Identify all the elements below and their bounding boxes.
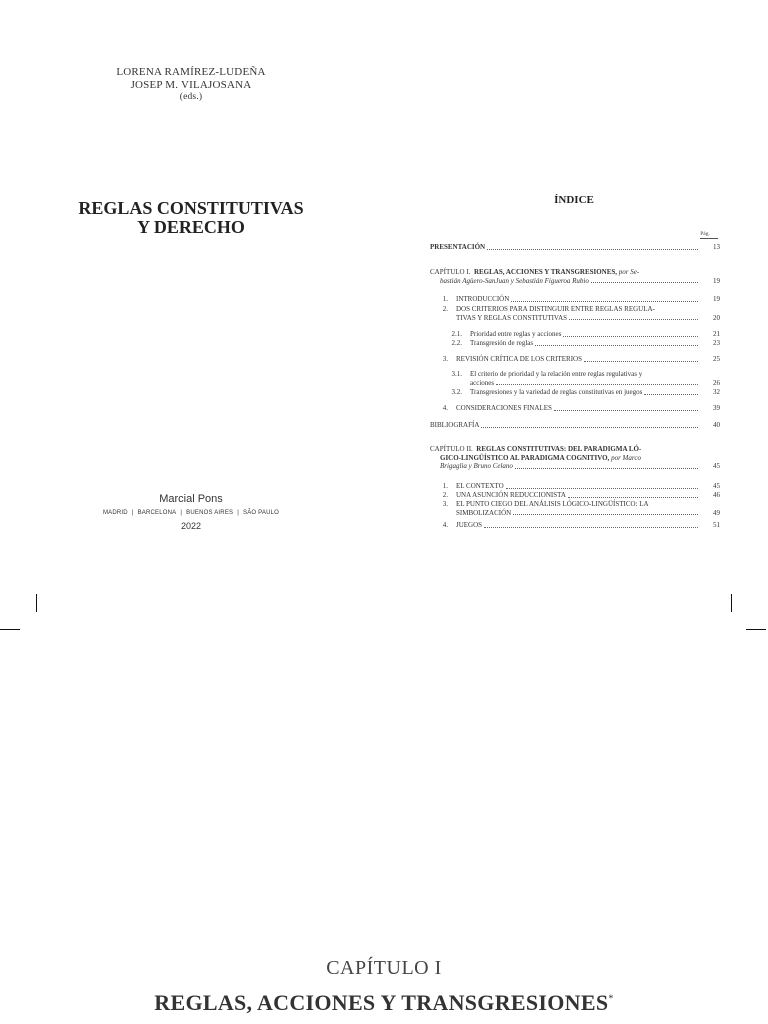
toc-label: CONSIDERACIONES FINALES [456, 404, 552, 412]
toc-label: El criterio de prioridad y la relación entre reglas regulativas y [470, 370, 643, 378]
toc-entry-section[interactable] [430, 295, 720, 304]
toc-label: Prioridad entre reglas y acciones [470, 330, 562, 338]
toc-page: 19 [713, 276, 720, 285]
chapter-heading [0, 990, 768, 1016]
toc-page: 45 [713, 482, 720, 490]
editor-name: LORENA RAMÍREZ-LUDEÑA [116, 66, 266, 78]
toc-entry-subsection[interactable] [430, 339, 720, 348]
leader-dots [554, 410, 698, 411]
toc-entry-subsection[interactable] [430, 330, 720, 339]
toc-entry-section[interactable] [430, 500, 720, 517]
editors-block [60, 66, 322, 104]
city-separator: | [131, 510, 134, 516]
toc-entry-section[interactable] [430, 521, 720, 530]
leader-dots [535, 345, 698, 346]
book-title-line: Y DERECHO [137, 217, 245, 237]
toc-label: UNA ASUNCIÓN REDUCCIONISTA [456, 491, 566, 499]
editor-name: JOSEP M. VILAJOSANA [130, 78, 252, 91]
toc-entry-presentacion[interactable] [430, 243, 720, 252]
leader-dots [481, 427, 698, 428]
crop-mark [731, 594, 732, 612]
toc-page: 21 [713, 330, 720, 338]
toc-page: 51 [713, 521, 720, 529]
toc-number: 2. [442, 491, 448, 499]
toc-entry-section[interactable] [430, 482, 720, 491]
crop-mark [36, 594, 37, 612]
por-label: por [618, 268, 629, 276]
page-column-header: Pág. [700, 231, 710, 237]
chapter-prefix: CAPÍTULO II. [430, 445, 473, 453]
city: SÃO PAULO [243, 510, 280, 516]
publisher-name: Marcial Pons [159, 493, 223, 505]
chapter-2-heading-line [430, 445, 698, 454]
toc-line-1 [444, 370, 698, 379]
toc-number: 3. [442, 355, 448, 363]
leader-dots [591, 282, 698, 283]
chapter-title: GICO-LINGÜÍSTICO AL PARADIGMA COGNITIVO, [440, 453, 610, 462]
toc-entry-section[interactable] [430, 305, 720, 322]
toc-number: 2. [442, 305, 448, 313]
toc-label: EL PUNTO CIEGO DEL ANÁLISIS LÓGICO-LINGÜÍSTICO: LA [456, 500, 649, 508]
toc-entry-subsection[interactable] [430, 388, 720, 397]
toc-page: 13 [713, 243, 720, 251]
chapter-authors: bastián Agüero-SanJuan y Sebastián Figueroa Rubio [440, 276, 589, 285]
publication-year: 2022 [180, 521, 202, 531]
toc-label: REVISIÓN CRÍTICA DE LOS CRITERIOS [456, 355, 583, 363]
toc-label: DOS CRITERIOS PARA DISTINGUIR ENTRE REGLAS REGULA- [456, 305, 655, 313]
chapter-1-heading-line [430, 268, 698, 277]
chapter-authors: Marco [622, 453, 641, 462]
toc-entry-section[interactable] [430, 355, 720, 364]
toc-entry-chapter-2[interactable] [430, 445, 720, 471]
leader-dots [569, 319, 698, 320]
toc-label: PRESENTACIÓN [430, 243, 486, 251]
leader-dots [484, 527, 698, 528]
toc-entry-subsection[interactable] [430, 370, 720, 387]
toc-page: 20 [713, 313, 720, 322]
chapter-prefix: CAPÍTULO I. [430, 268, 471, 276]
index-title: ÍNDICE [554, 194, 594, 206]
toc-page: 26 [713, 378, 720, 387]
city: MADRID [102, 510, 128, 516]
crop-mark [0, 629, 20, 630]
city-separator: | [237, 510, 240, 516]
leader-dots [506, 488, 698, 489]
toc-entry-bibliografia[interactable] [430, 421, 720, 430]
toc-label: INTRODUCCIÓN [456, 295, 510, 303]
toc-label: BIBLIOGRAFÍA [430, 421, 480, 429]
leader-dots [568, 497, 698, 498]
chapter-2-heading-line [430, 454, 698, 463]
leader-dots [584, 361, 698, 362]
leader-dots [487, 249, 698, 250]
book-title-line: REGLAS CONSTITUTIVAS [78, 198, 304, 218]
leader-dots [496, 384, 698, 385]
toc-entry-section[interactable] [430, 491, 720, 500]
toc-entry-section[interactable] [430, 404, 720, 413]
toc-number: 3.1. [451, 370, 462, 378]
toc-number: 2.1. [451, 330, 462, 338]
eds-label: (eds.) [179, 92, 203, 102]
publisher-cities [40, 510, 342, 516]
city: BARCELONA [137, 510, 177, 516]
footnote-mark: * [608, 993, 614, 1005]
toc-label: TIVAS Y REGLAS CONSTITUTIVAS [456, 313, 568, 322]
crop-mark [746, 629, 766, 630]
toc-number: 3. [442, 500, 448, 508]
toc-label: Transgresiones y la variedad de reglas constitutivas en juegos [470, 388, 643, 396]
toc-page: 23 [713, 339, 720, 347]
toc-label: SIMBOLIZACIÓN [456, 508, 512, 517]
toc-number: 1. [442, 295, 448, 303]
toc-label: JUEGOS [456, 521, 483, 529]
toc-page: 46 [713, 491, 720, 499]
toc-label: Transgresión de reglas [470, 339, 534, 347]
toc-entry-chapter-1[interactable] [430, 268, 720, 285]
leader-dots [563, 336, 698, 337]
leader-dots [511, 301, 698, 302]
toc-page: 45 [713, 462, 720, 470]
toc-line-1 [430, 305, 698, 314]
book-title [40, 199, 342, 237]
chapter-label: CAPÍTULO I [326, 957, 442, 979]
toc-page: 39 [713, 404, 720, 412]
chapter-title: REGLAS, ACCIONES Y TRANSGRESIONES, [473, 268, 618, 276]
toc-page: 49 [713, 508, 720, 517]
por-label: por [611, 453, 621, 462]
toc-number: 1. [442, 482, 448, 490]
leader-dots [515, 468, 698, 469]
chapter-authors: Se- [630, 268, 640, 276]
chapter-heading-text: REGLAS, ACCIONES Y TRANSGRESIONES [154, 990, 609, 1015]
leader-dots [644, 394, 698, 395]
toc-page: 32 [713, 388, 720, 396]
toc-number: 4. [442, 521, 448, 529]
page-header-rule [700, 238, 718, 239]
city: BUENOS AIRES [186, 510, 234, 516]
toc-number: 4. [442, 404, 448, 412]
toc-line-1 [430, 500, 698, 509]
city-separator: | [180, 510, 183, 516]
chapter-title: REGLAS CONSTITUTIVAS: DEL PARADIGMA LÓ- [476, 445, 642, 453]
toc-page: 19 [713, 295, 720, 303]
toc-number: 2.2. [451, 339, 462, 347]
toc-number: 3.2. [451, 388, 462, 396]
toc-page: 25 [713, 355, 720, 363]
leader-dots [513, 514, 698, 515]
chapter-authors: Brigaglia y Bruno Celano [440, 462, 513, 470]
toc-label: acciones [470, 378, 495, 387]
toc-page: 40 [713, 421, 720, 429]
toc-label: EL CONTEXTO [456, 482, 504, 490]
